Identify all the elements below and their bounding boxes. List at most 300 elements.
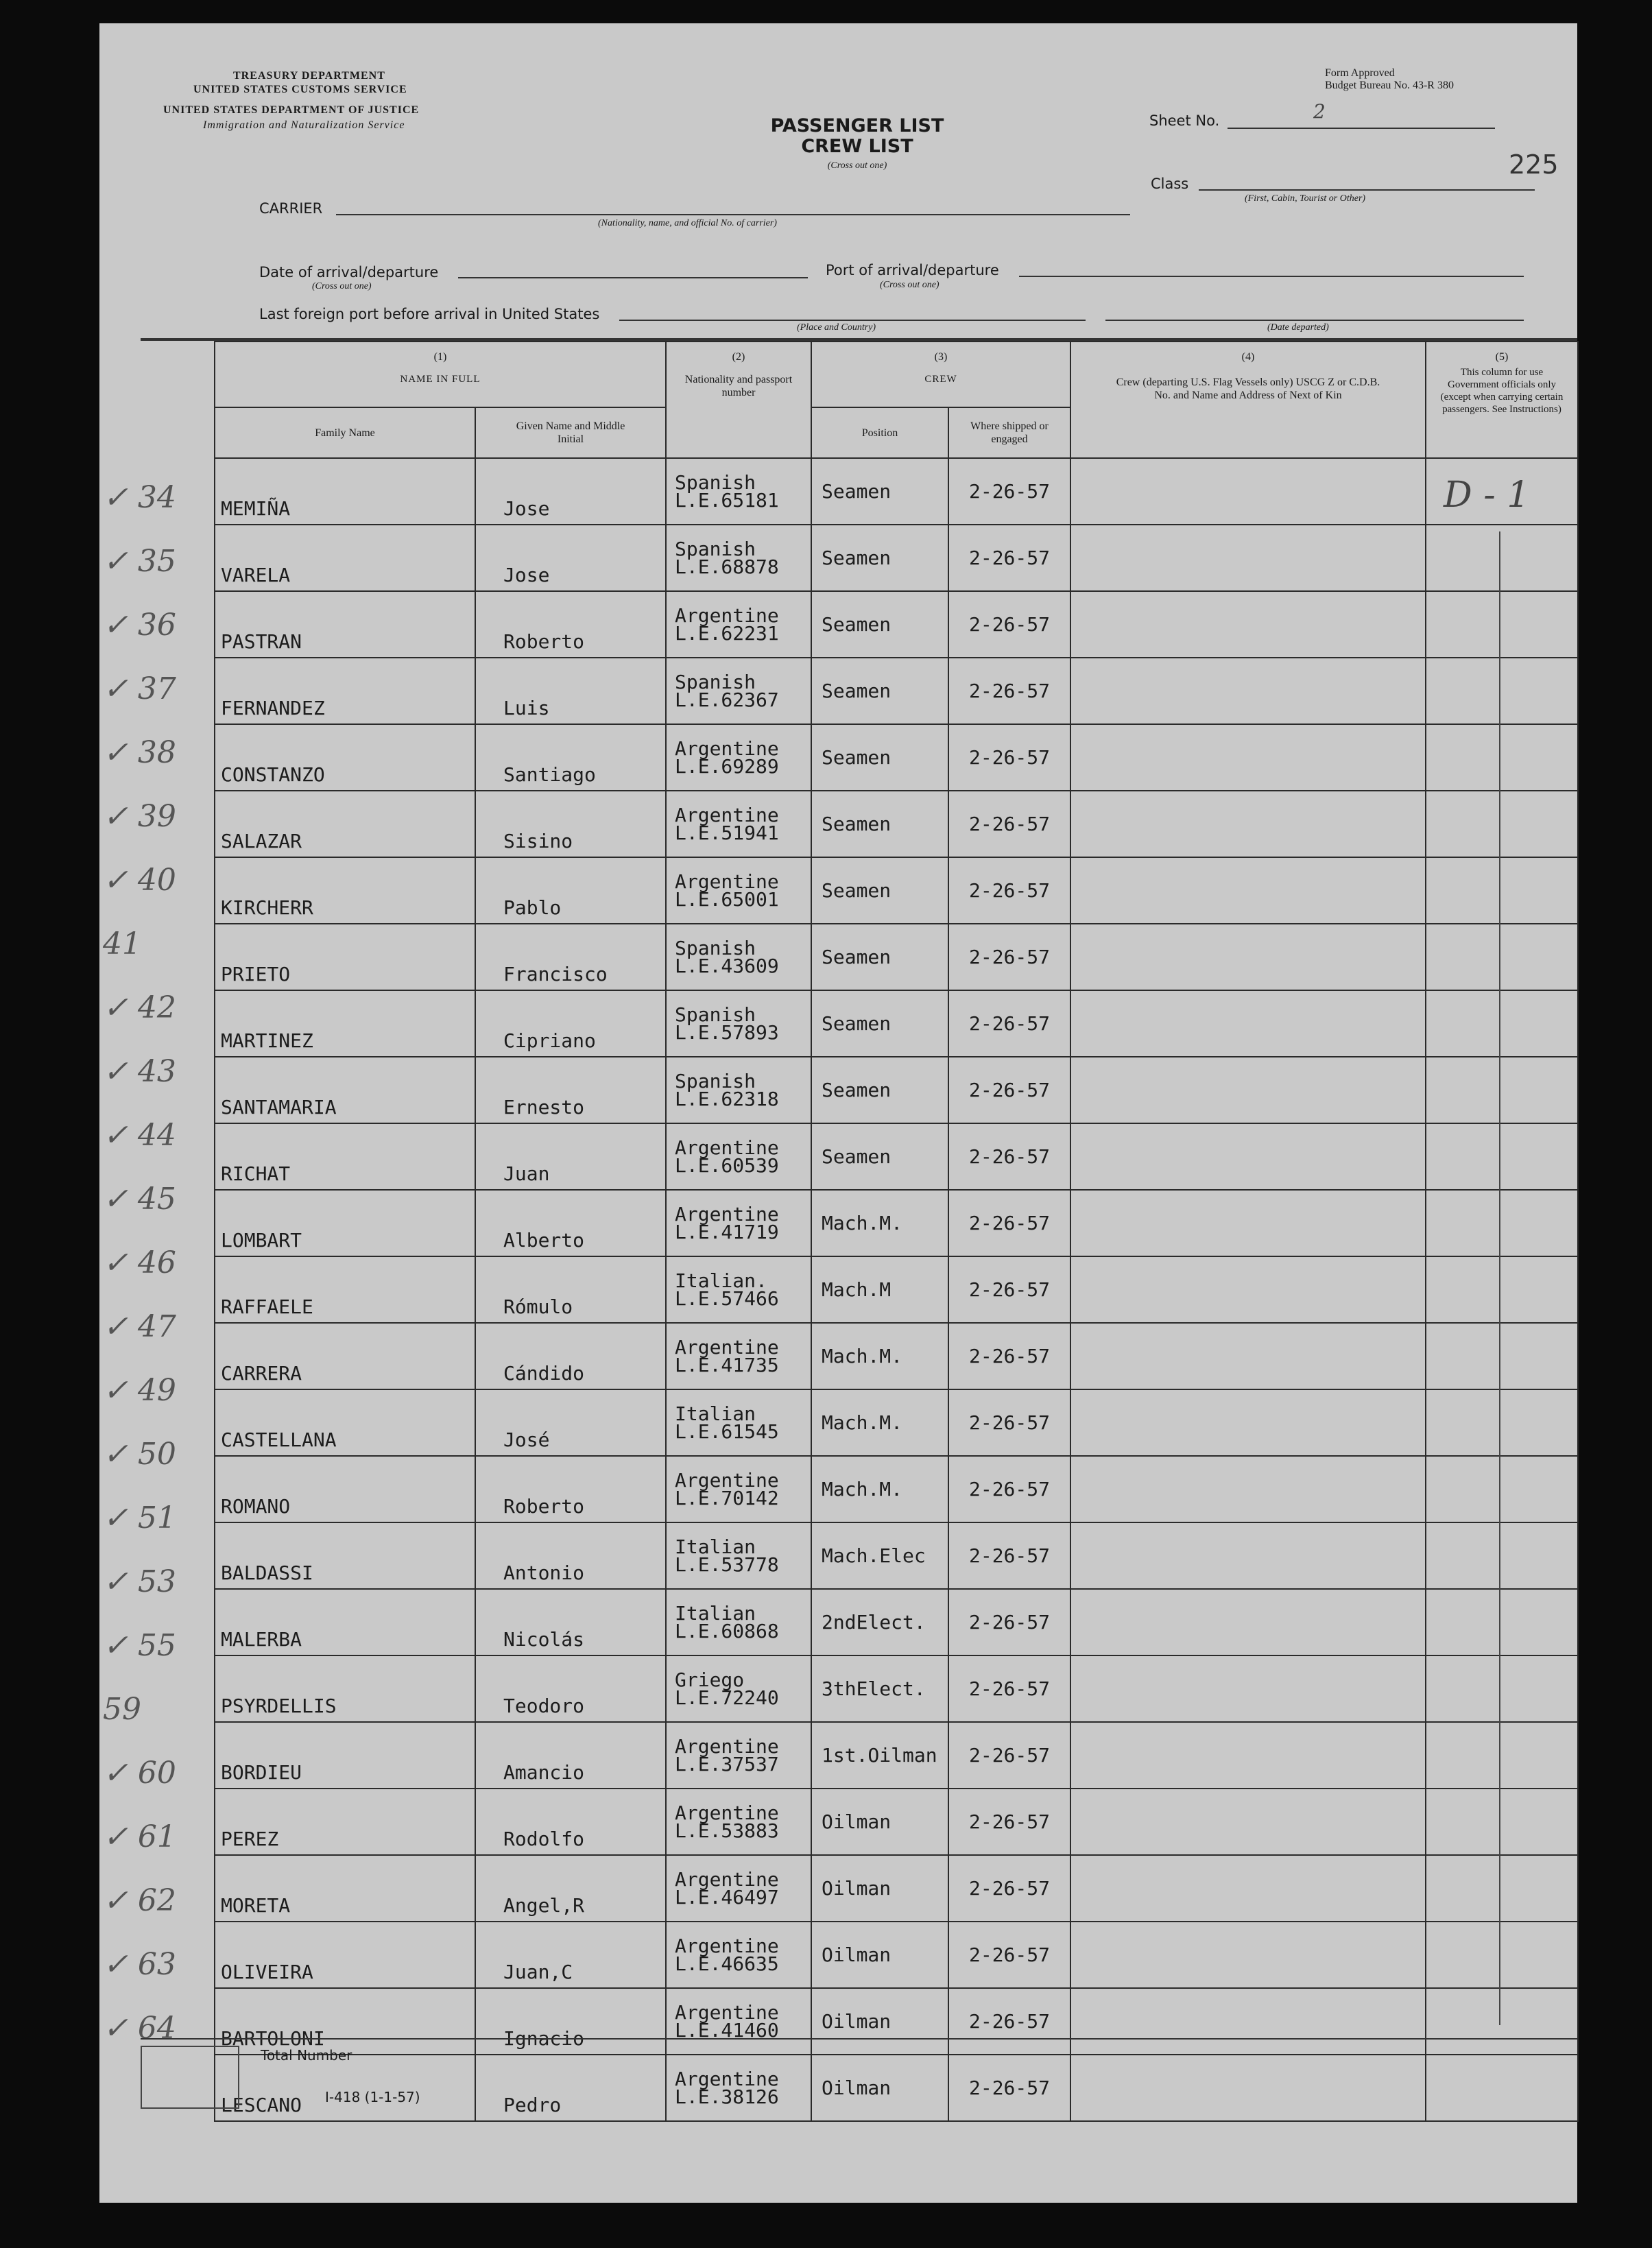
nationality-passport (666, 857, 811, 924)
col-4-title: Crew (departing U.S. Flag Vessels only) USCG Z or C.D.B. No. and Name and Address of Next of Kin (1116, 376, 1380, 401)
given-name: Roberto (475, 1456, 666, 1522)
nationality: Argentine (675, 1136, 779, 1159)
next-of-kin-cell (1070, 1922, 1426, 1988)
given-name: Nicolás (475, 1589, 666, 1655)
place-hint: (Place and Country) (797, 322, 876, 333)
nationality-passport (666, 458, 811, 525)
family-name: PSYRDELLIS (215, 1655, 475, 1722)
col-family-name: Family Name (215, 407, 475, 458)
table-row (215, 1190, 1578, 1256)
family-name: KIRCHERR (215, 857, 475, 924)
where-shipped: 2-26-57 (948, 1988, 1070, 2055)
total-number-box (141, 2046, 239, 2109)
where-shipped: 2-26-57 (948, 857, 1070, 924)
government-use-cell (1426, 1123, 1578, 1190)
where-shipped: 2-26-57 (948, 1323, 1070, 1389)
nationality-passport (666, 1988, 811, 2055)
family-name: BARTOLONI (215, 1988, 475, 2055)
table-row (215, 1922, 1578, 1988)
handwritten-check-mark: ✓ 55 (103, 1628, 176, 1663)
col-2-number: (2) (732, 351, 745, 363)
customs-label: UNITED STATES CUSTOMS SERVICE (193, 84, 407, 95)
given-name: Ernesto (475, 1057, 666, 1123)
government-use-cell (1426, 1789, 1578, 1855)
family-name: PEREZ (215, 1789, 475, 1855)
government-use-cell (1426, 591, 1578, 658)
position: Seamen (811, 458, 948, 525)
family-name: VARELA (215, 525, 475, 591)
handwritten-check-mark: ✓ 53 (103, 1564, 176, 1599)
family-name: BALDASSI (215, 1522, 475, 1589)
passport-number: L.E.69289 (675, 754, 779, 778)
position: Oilman (811, 1988, 948, 2055)
nationality-passport (666, 1789, 811, 1855)
next-of-kin-cell (1070, 1722, 1426, 1789)
government-use-cell (1426, 1522, 1578, 1589)
table-row (215, 1988, 1578, 2055)
port-arrival-hint: (Cross out one) (880, 280, 939, 290)
passport-number: L.E.62367 (675, 688, 779, 711)
family-name: PASTRAN (215, 591, 475, 658)
next-of-kin-cell (1070, 1988, 1426, 2055)
crew-list-table (214, 341, 1579, 2122)
nationality: Argentine (675, 2000, 779, 2024)
nationality: Argentine (675, 1867, 779, 1891)
table-row (215, 1655, 1578, 1722)
budget-bureau-label: Budget Bureau No. 43-R 380 (1325, 80, 1454, 91)
position: Seamen (811, 1057, 948, 1123)
nationality-passport (666, 724, 811, 791)
nationality: Italian. (675, 1269, 767, 1292)
next-of-kin-cell (1070, 857, 1426, 924)
col-2-title: Nationality and passport number (684, 374, 793, 398)
handwritten-check-mark: ✓ 38 (103, 735, 176, 770)
where-shipped: 2-26-57 (948, 1057, 1070, 1123)
position: Seamen (811, 591, 948, 658)
page-number: 225 (1509, 150, 1559, 180)
passport-number: L.E.57893 (675, 1020, 779, 1044)
family-name: RICHAT (215, 1123, 475, 1190)
nationality: Spanish (675, 1069, 756, 1092)
given-name: Pablo (475, 857, 666, 924)
family-name: FERNANDEZ (215, 658, 475, 724)
given-name: Sisino (475, 791, 666, 857)
given-name: Roberto (475, 591, 666, 658)
family-name: MEMIÑA (215, 458, 475, 525)
nationality-passport (666, 990, 811, 1057)
position: Mach.Elec (811, 1522, 948, 1589)
table-row (215, 1456, 1578, 1522)
where-shipped: 2-26-57 (948, 458, 1070, 525)
government-use-cell (1426, 1922, 1578, 1988)
nationality: Spanish (675, 1003, 756, 1026)
position: Mach.M. (811, 1456, 948, 1522)
where-shipped: 2-26-57 (948, 724, 1070, 791)
col-next-of-kin (1070, 342, 1426, 458)
next-of-kin-cell (1070, 658, 1426, 724)
given-name: Teodoro (475, 1655, 666, 1722)
position: 2ndElect. (811, 1589, 948, 1655)
given-name: Angel,R (475, 1855, 666, 1922)
where-shipped: 2-26-57 (948, 1456, 1070, 1522)
family-name: OLIVEIRA (215, 1922, 475, 1988)
passport-number: L.E.53778 (675, 1553, 779, 1576)
nationality: Italian (675, 1535, 756, 1558)
handwritten-check-mark: ✓ 50 (103, 1437, 176, 1472)
next-of-kin-cell (1070, 1190, 1426, 1256)
given-name: Rodolfo (475, 1789, 666, 1855)
nationality: Argentine (675, 1202, 779, 1225)
nationality: Italian (675, 1601, 756, 1625)
sheet-no-label: Sheet No. (1149, 112, 1220, 129)
handwritten-vertical-line (1499, 531, 1500, 2025)
table-row (215, 1855, 1578, 1922)
total-number-label: Total Number (261, 2047, 352, 2064)
nationality-passport (666, 1323, 811, 1389)
nationality: Argentine (675, 1934, 779, 1957)
passport-number: L.E.37537 (675, 1752, 779, 1775)
immigration-label: Immigration and Naturalization Service (203, 119, 405, 131)
table-row (215, 1522, 1578, 1589)
handwritten-check-mark: ✓ 43 (103, 1054, 176, 1089)
table-row (215, 1256, 1578, 1323)
next-of-kin-cell (1070, 2055, 1426, 2121)
annotation-d1: D - 1 (1444, 475, 1530, 516)
given-name: Juan,C (475, 1922, 666, 1988)
handwritten-check-mark: 59 (103, 1692, 141, 1727)
table-row (215, 924, 1578, 990)
table-row (215, 525, 1578, 591)
nationality-passport (666, 591, 811, 658)
next-of-kin-cell (1070, 1655, 1426, 1722)
table-row (215, 1789, 1578, 1855)
passport-number: L.E.61545 (675, 1420, 779, 1443)
next-of-kin-cell (1070, 924, 1426, 990)
family-name: SANTAMARIA (215, 1057, 475, 1123)
table-row (215, 1323, 1578, 1389)
given-name: Juan (475, 1123, 666, 1190)
handwritten-check-mark: ✓ 34 (103, 480, 176, 515)
nationality: Argentine (675, 870, 779, 893)
position: Oilman (811, 1855, 948, 1922)
handwritten-check-mark: ✓ 51 (103, 1500, 176, 1535)
table-row (215, 1057, 1578, 1123)
table-row (215, 857, 1578, 924)
position: 3thElect. (811, 1655, 948, 1722)
nationality-passport (666, 525, 811, 591)
family-name: MORETA (215, 1855, 475, 1922)
next-of-kin-cell (1070, 724, 1426, 791)
next-of-kin-cell (1070, 990, 1426, 1057)
table-row (215, 591, 1578, 658)
family-name: BORDIEU (215, 1722, 475, 1789)
handwritten-check-mark: ✓ 35 (103, 544, 176, 579)
col-crew (811, 342, 1070, 407)
government-use-cell (1426, 658, 1578, 724)
family-name: SALAZAR (215, 791, 475, 857)
government-use-cell (1426, 1589, 1578, 1655)
position: Oilman (811, 2055, 948, 2121)
where-shipped: 2-26-57 (948, 591, 1070, 658)
next-of-kin-cell (1070, 1256, 1426, 1323)
government-use-cell (1426, 1323, 1578, 1389)
position: Mach.M. (811, 1323, 948, 1389)
next-of-kin-cell (1070, 525, 1426, 591)
col-nationality (666, 342, 811, 458)
class-label: Class (1151, 176, 1189, 192)
government-use-cell (1426, 1988, 1578, 2055)
carrier-label: CARRIER (259, 200, 323, 217)
family-name: MARTINEZ (215, 990, 475, 1057)
nationality-passport (666, 791, 811, 857)
government-use-cell (1426, 724, 1578, 791)
given-name: Francisco (475, 924, 666, 990)
passport-number: L.E.43609 (675, 954, 779, 977)
nationality: Argentine (675, 1801, 779, 1824)
given-name: Pedro (475, 2055, 666, 2121)
family-name: CASTELLANA (215, 1389, 475, 1456)
col-name-in-full (215, 342, 666, 407)
col-3-title: CREW (924, 374, 957, 385)
nationality: Argentine (675, 603, 779, 627)
nationality-passport (666, 924, 811, 990)
given-name: Amancio (475, 1722, 666, 1789)
given-name: José (475, 1389, 666, 1456)
position: Seamen (811, 990, 948, 1057)
government-use-cell (1426, 525, 1578, 591)
col-1-number: (1) (433, 351, 447, 363)
given-name: Cipriano (475, 990, 666, 1057)
given-name: Alberto (475, 1190, 666, 1256)
next-of-kin-cell (1070, 1123, 1426, 1190)
nationality-passport (666, 1057, 811, 1123)
col-4-number: (4) (1241, 351, 1255, 363)
where-shipped: 2-26-57 (948, 1722, 1070, 1789)
position: Oilman (811, 1922, 948, 1988)
nationality-passport (666, 658, 811, 724)
passport-number: L.E.62318 (675, 1087, 779, 1110)
passport-number: L.E.41719 (675, 1220, 779, 1243)
government-use-cell (1426, 1057, 1578, 1123)
position: Oilman (811, 1789, 948, 1855)
nationality: Spanish (675, 470, 756, 494)
table-row (215, 2055, 1578, 2121)
next-of-kin-cell (1070, 1456, 1426, 1522)
passport-number: L.E.62231 (675, 621, 779, 645)
position: Seamen (811, 857, 948, 924)
nationality: Spanish (675, 936, 756, 959)
nationality-passport (666, 2055, 811, 2121)
government-use-cell (1426, 990, 1578, 1057)
passport-number: L.E.60539 (675, 1153, 779, 1177)
handwritten-check-mark: ✓ 47 (103, 1309, 176, 1344)
title-crew-list: CREW LIST (801, 136, 913, 157)
position: Mach.M. (811, 1190, 948, 1256)
title-passenger-list: PASSENGER LIST (770, 115, 944, 136)
position: Mach.M (811, 1256, 948, 1323)
date-arrival-hint: (Cross out one) (312, 281, 372, 291)
given-name: Cándido (475, 1323, 666, 1389)
handwritten-check-mark: ✓ 40 (103, 863, 176, 898)
nationality: Spanish (675, 537, 756, 560)
date-departed-hint: (Date departed) (1267, 322, 1329, 333)
position: Seamen (811, 658, 948, 724)
handwritten-check-mark: ✓ 49 (103, 1373, 176, 1408)
handwritten-check-mark: ✓ 44 (103, 1118, 176, 1153)
next-of-kin-cell (1070, 791, 1426, 857)
nationality: Argentine (675, 1468, 779, 1492)
nationality: Argentine (675, 2067, 779, 2090)
col-5-number: (5) (1495, 351, 1509, 363)
given-name: Luis (475, 658, 666, 724)
government-use-cell (1426, 857, 1578, 924)
given-name: Rómulo (475, 1256, 666, 1323)
table-row (215, 1722, 1578, 1789)
passport-number: L.E.57466 (675, 1287, 779, 1310)
passport-number: L.E.65181 (675, 488, 779, 512)
position: Seamen (811, 525, 948, 591)
where-shipped: 2-26-57 (948, 2055, 1070, 2121)
where-shipped: 2-26-57 (948, 791, 1070, 857)
table-row (215, 658, 1578, 724)
nationality: Spanish (675, 670, 756, 693)
next-of-kin-cell (1070, 1323, 1426, 1389)
table-row (215, 724, 1578, 791)
nationality: Argentine (675, 803, 779, 826)
where-shipped: 2-26-57 (948, 924, 1070, 990)
col-given-name: Given Name and Middle Initial (475, 407, 666, 458)
given-name: Antonio (475, 1522, 666, 1589)
next-of-kin-cell (1070, 1057, 1426, 1123)
table-row (215, 458, 1578, 525)
family-name: CONSTANZO (215, 724, 475, 791)
next-of-kin-cell (1070, 1589, 1426, 1655)
family-name: PRIETO (215, 924, 475, 990)
port-arrival-label: Port of arrival/departure (826, 262, 999, 278)
government-use-cell (1426, 1190, 1578, 1256)
next-of-kin-cell (1070, 1522, 1426, 1589)
government-use-cell (1426, 1722, 1578, 1789)
nationality: Griego (675, 1668, 745, 1691)
passport-number: L.E.51941 (675, 821, 779, 844)
passport-number: L.E.60868 (675, 1619, 779, 1642)
table-row (215, 1389, 1578, 1456)
nationality-passport (666, 1655, 811, 1722)
handwritten-check-mark: ✓ 36 (103, 608, 176, 643)
handwritten-check-mark: ✓ 46 (103, 1245, 176, 1280)
next-of-kin-cell (1070, 1789, 1426, 1855)
passport-number: L.E.53883 (675, 1819, 779, 1842)
passport-number: L.E.46635 (675, 1952, 779, 1975)
cross-out-hint: (Cross out one) (827, 160, 887, 171)
passport-number: L.E.41735 (675, 1353, 779, 1376)
family-name: RAFFAELE (215, 1256, 475, 1323)
position: Seamen (811, 1123, 948, 1190)
where-shipped: 2-26-57 (948, 1922, 1070, 1988)
next-of-kin-cell (1070, 1855, 1426, 1922)
nationality-passport (666, 1922, 811, 1988)
given-name: Jose (475, 458, 666, 525)
where-shipped: 2-26-57 (948, 1123, 1070, 1190)
nationality-passport (666, 1123, 811, 1190)
position: 1st.Oilman (811, 1722, 948, 1789)
handwritten-check-mark: ✓ 39 (103, 799, 176, 834)
given-name: Santiago (475, 724, 666, 791)
where-shipped: 2-26-57 (948, 1522, 1070, 1589)
handwritten-check-mark: ✓ 37 (103, 671, 176, 706)
nationality: Argentine (675, 737, 779, 760)
where-shipped: 2-26-57 (948, 990, 1070, 1057)
next-of-kin-cell (1070, 458, 1426, 525)
passport-number: L.E.70142 (675, 1486, 779, 1509)
government-use-cell (1426, 1855, 1578, 1922)
date-arrival-label: Date of arrival/departure (259, 264, 439, 280)
table-row (215, 791, 1578, 857)
table-row (215, 1589, 1578, 1655)
handwritten-check-mark: 41 (103, 926, 141, 961)
treasury-label: TREASURY DEPARTMENT (233, 70, 385, 82)
nationality: Argentine (675, 1335, 779, 1359)
handwritten-check-mark: ✓ 62 (103, 1883, 176, 1918)
nationality: Italian (675, 1402, 756, 1425)
col-position: Position (811, 407, 948, 458)
carrier-hint: (Nationality, name, and official No. of carrier) (598, 218, 777, 228)
position: Seamen (811, 924, 948, 990)
family-name: LOMBART (215, 1190, 475, 1256)
nationality-passport (666, 1256, 811, 1323)
handwritten-check-mark: ✓ 64 (103, 2011, 176, 2046)
passport-number: L.E.68878 (675, 555, 779, 578)
nationality-passport (666, 1190, 811, 1256)
nationality-passport (666, 1722, 811, 1789)
passport-number: L.E.41460 (675, 2018, 779, 2042)
passport-number: L.E.38126 (675, 2085, 779, 2108)
table-row (215, 990, 1578, 1057)
next-of-kin-cell (1070, 591, 1426, 658)
nationality-passport (666, 1389, 811, 1456)
government-use-cell (1426, 1655, 1578, 1722)
table-row (215, 1123, 1578, 1190)
family-name: ROMANO (215, 1456, 475, 1522)
next-of-kin-cell (1070, 1389, 1426, 1456)
government-use-cell (1426, 2055, 1578, 2121)
given-name: Jose (475, 525, 666, 591)
justice-label: UNITED STATES DEPARTMENT OF JUSTICE (163, 104, 420, 116)
government-use-cell (1426, 1256, 1578, 1323)
where-shipped: 2-26-57 (948, 658, 1070, 724)
where-shipped: 2-26-57 (948, 1789, 1070, 1855)
position: Mach.M. (811, 1389, 948, 1456)
government-use-cell (1426, 791, 1578, 857)
class-hint: (First, Cabin, Tourist or Other) (1245, 193, 1366, 204)
passport-number: L.E.65001 (675, 887, 779, 911)
nationality-passport (666, 1522, 811, 1589)
family-name: MALERBA (215, 1589, 475, 1655)
form-number: I-418 (1-1-57) (325, 2089, 420, 2105)
col-government-use (1426, 342, 1578, 458)
handwritten-check-mark: ✓ 63 (103, 1947, 176, 1982)
col-where-shipped: Where shipped or engaged (948, 407, 1070, 458)
passport-number: L.E.72240 (675, 1686, 779, 1709)
government-use-cell (1426, 1456, 1578, 1522)
where-shipped: 2-26-57 (948, 1389, 1070, 1456)
where-shipped: 2-26-57 (948, 1655, 1070, 1722)
col-5-title: This column for use Government officials only (except when carrying certain passengers. See Instructions) (1440, 367, 1564, 415)
nationality: Argentine (675, 1734, 779, 1758)
last-port-label: Last foreign port before arrival in United States (259, 306, 600, 322)
handwritten-check-mark: ✓ 45 (103, 1182, 176, 1217)
where-shipped: 2-26-57 (948, 525, 1070, 591)
